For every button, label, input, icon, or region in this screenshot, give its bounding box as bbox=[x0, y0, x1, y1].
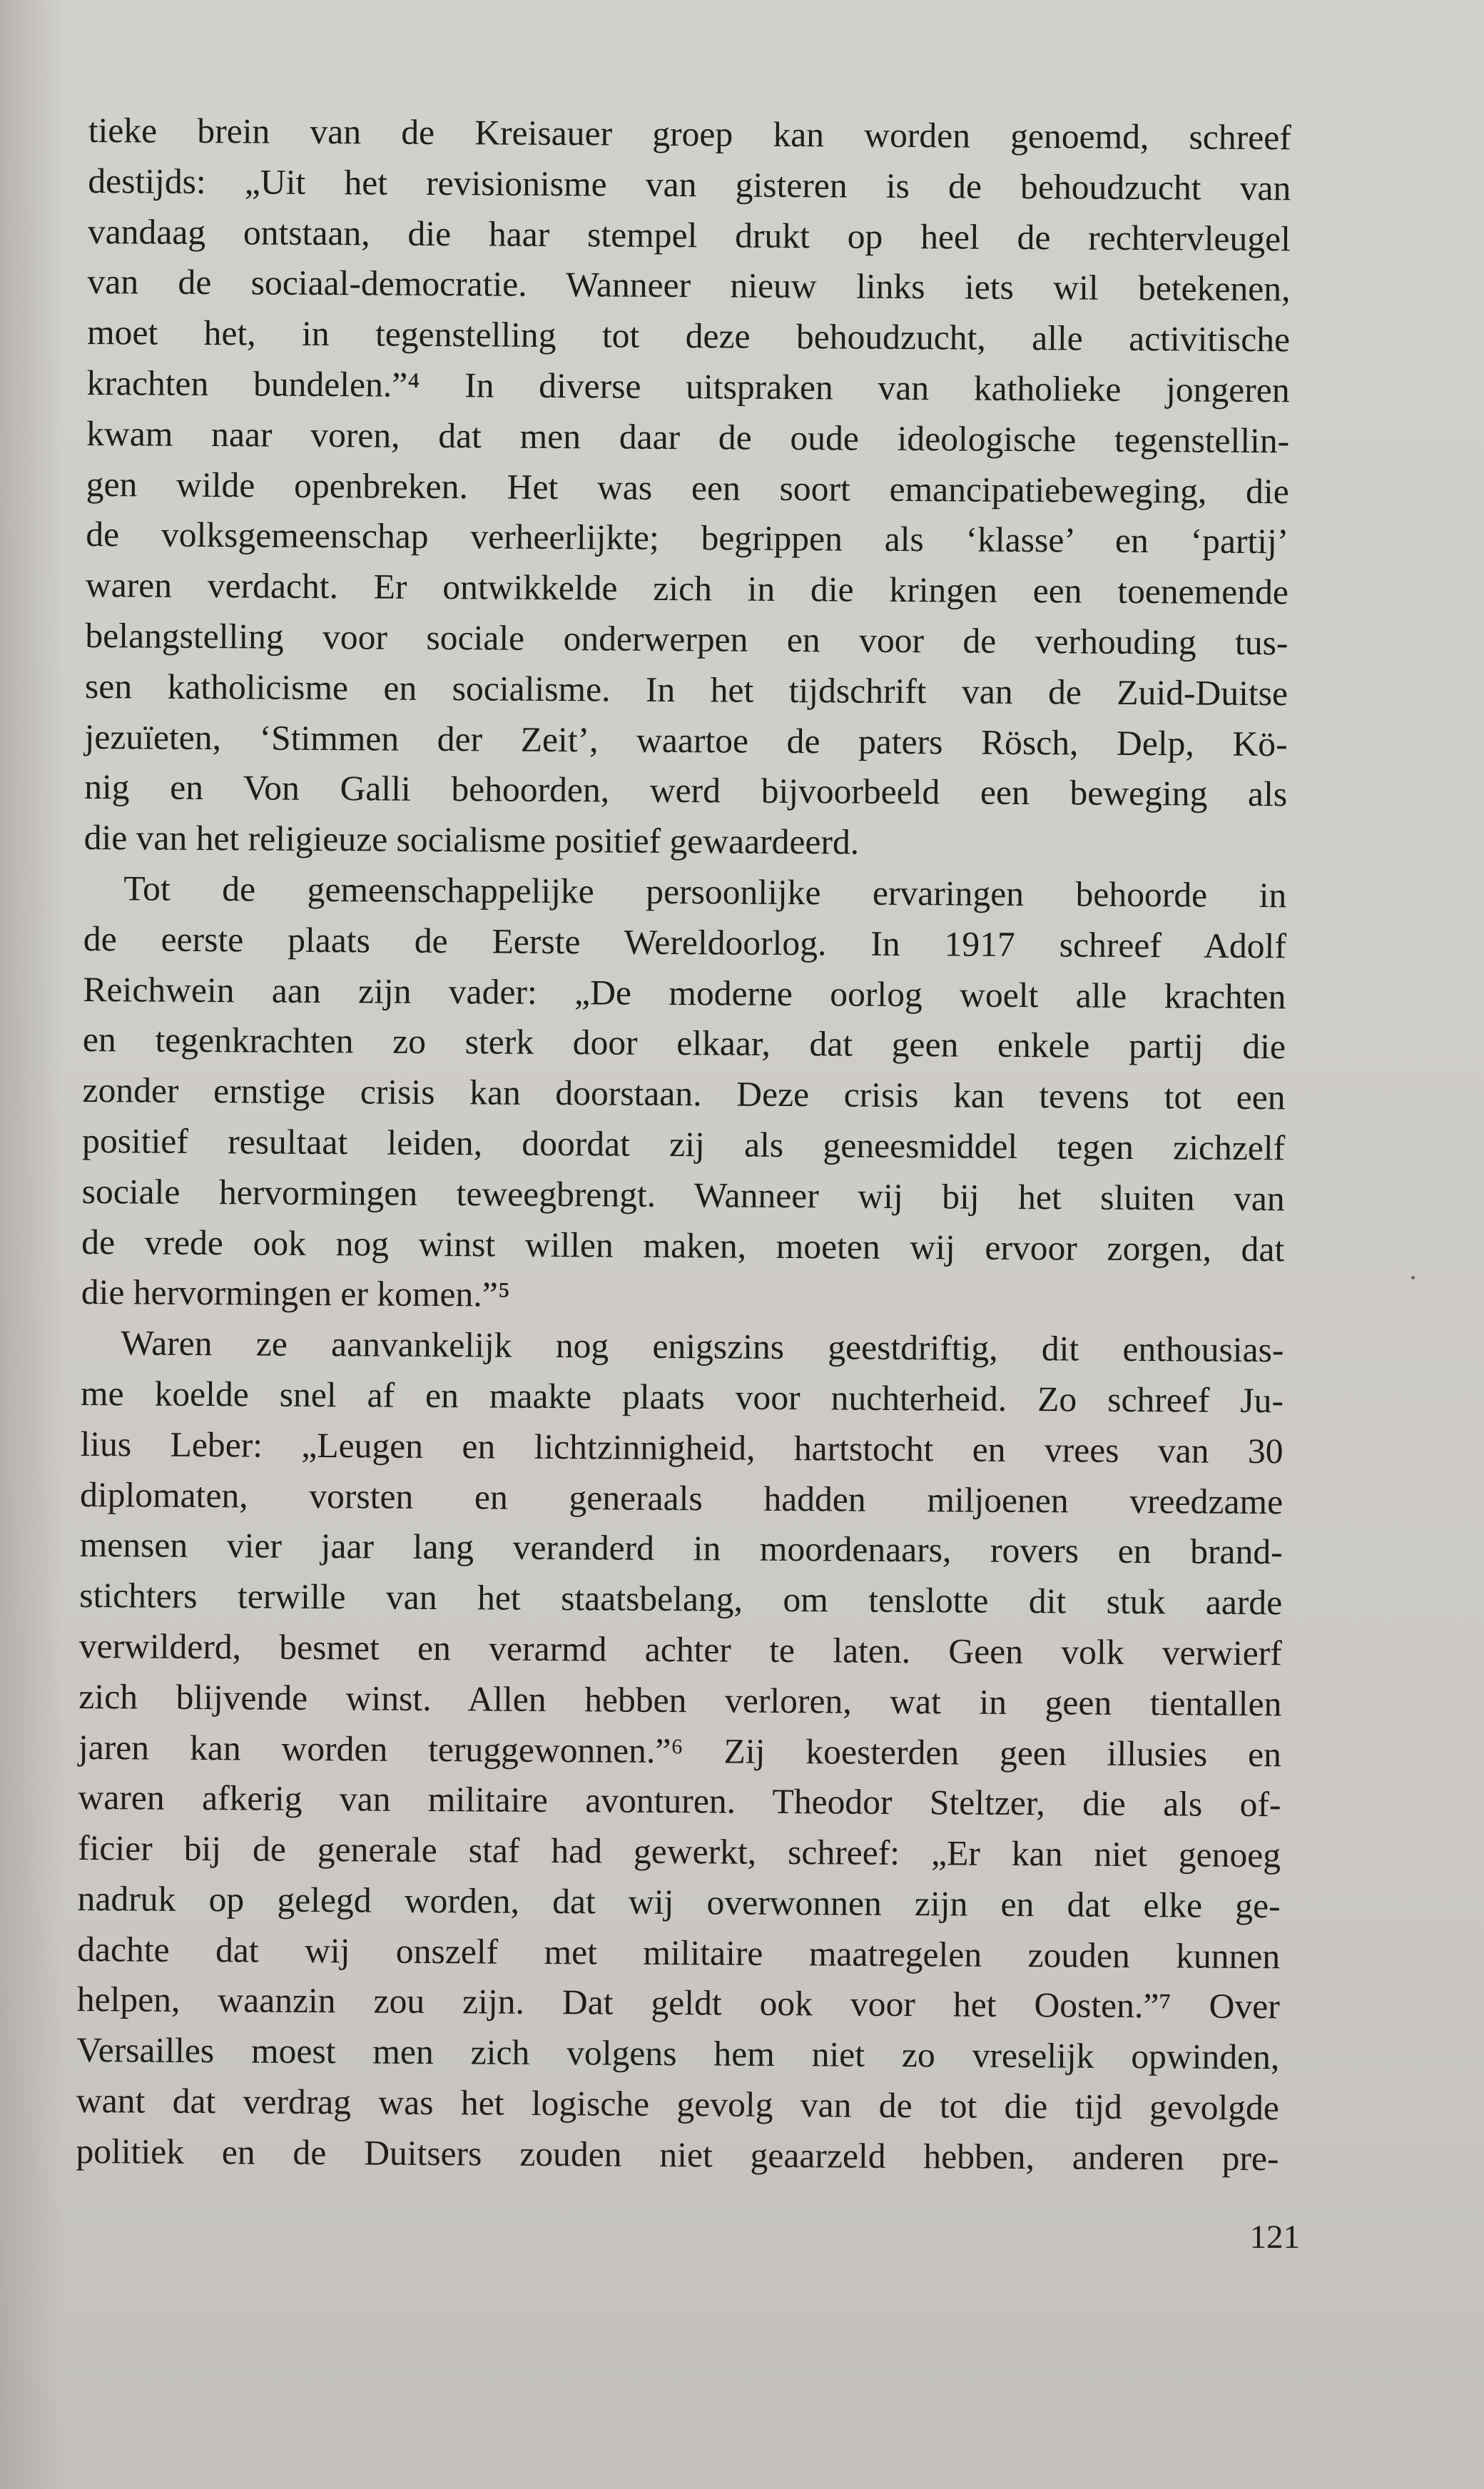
text-line: lius Leber: „Leugen en lichtzinnigheid, hartstocht en vrees van 30 bbox=[80, 1424, 1284, 1471]
text-line: die hervormingen er komen.”⁵ bbox=[81, 1272, 511, 1314]
page-number: 121 bbox=[1249, 2219, 1300, 2256]
text-line: ficier bij de generale staf had gewerkt, schreef: „Er kan niet genoeg bbox=[77, 1828, 1281, 1875]
text-line: nig en Von Galli behoorden, werd bijvoorbeeld een beweging als bbox=[83, 767, 1288, 814]
text-line: mensen vier jaar lang veranderd in moordenaars, rovers en brand- bbox=[79, 1525, 1283, 1572]
paragraph bbox=[84, 106, 1291, 871]
text-line: destijds: „Uit het revisionisme van gisteren is de behoudzucht van bbox=[88, 161, 1291, 208]
text-line: waren afkerig van militaire avonturen. Theodor Steltzer, die als of- bbox=[78, 1778, 1281, 1825]
text-line: Reichwein aan zijn vader: „De moderne oorlog woelt alle krachten bbox=[83, 969, 1286, 1016]
text-line: positief resultaat leiden, doordat zij als geneesmiddel tegen zichzelf bbox=[81, 1120, 1286, 1168]
text-line: sociale hervormingen teweegbrengt. Wanneer wij bij het sluiten van bbox=[81, 1171, 1285, 1219]
text-line: en tegenkrachten zo sterk door elkaar, dat geen enkele partij die bbox=[82, 1020, 1286, 1067]
text-line: dachte dat wij onszelf met militaire maatregelen zouden kunnen bbox=[77, 1929, 1281, 1976]
text-line: sen katholicisme en socialisme. In het tijdschrift van de Zuid-Duitse bbox=[84, 666, 1289, 714]
text-line: verwilderd, besmet en verarmd achter te laten. Geen volk verwierf bbox=[78, 1626, 1282, 1673]
text-line: krachten bundelen.”⁴ In diverse uitspraken van katholieke jongeren bbox=[86, 363, 1290, 410]
text-line: belangstelling voor sociale onderwerpen en voor de verhouding tus- bbox=[85, 615, 1289, 663]
text-line: helpen, waanzin zou zijn. Dat geldt ook voor het Oosten.”⁷ Over bbox=[76, 1979, 1280, 2027]
text-line: van de sociaal-democratie. Wanneer nieuw links iets wil betekenen, bbox=[87, 262, 1291, 309]
paragraph bbox=[81, 863, 1287, 1325]
text-line: moet het, in tegenstelling tot deze behoudzucht, alle activitische bbox=[86, 313, 1291, 360]
text-line: zonder ernstige crisis kan doorstaan. Deze crisis kan tevens tot een bbox=[82, 1070, 1286, 1117]
paragraph bbox=[76, 1318, 1284, 2184]
text-line: diplomaten, vorsten en generaals hadden miljoenen vreedzame bbox=[79, 1474, 1284, 1521]
text-line: de vrede ook nog winst willen maken, moeten wij ervoor zorgen, dat bbox=[81, 1222, 1285, 1269]
text-line: waren verdacht. Er ontwikkelde zich in die kringen een toenemende bbox=[85, 565, 1289, 612]
body-text bbox=[76, 106, 1291, 2184]
text-line: de eerste plaats de Eerste Wereldoorlog. In 1917 schreef Adolf bbox=[83, 918, 1287, 966]
text-line: vandaag ontstaan, die haar stempel drukt op heel de rechtervleugel bbox=[87, 211, 1291, 258]
text-line: kwam naar voren, dat men daar de oude ideologische tegenstellin- bbox=[86, 413, 1290, 461]
paper-speck bbox=[1411, 1276, 1415, 1279]
text-line: de volksgemeenschap verheerlijkte; begrippen als ‘klasse’ en ‘partij’ bbox=[86, 514, 1289, 562]
text-line: Tot de gemeenschappelijke persoonlijke ervaringen behoorde in bbox=[123, 868, 1287, 916]
text-line: die van het religieuze socialisme positief gewaardeerd. bbox=[83, 818, 860, 862]
text-line: gen wilde openbreken. Het was een soort emancipatiebeweging, die bbox=[86, 464, 1289, 511]
text-line: politiek en de Duitsers zouden niet geaarzeld hebben, anderen pre- bbox=[76, 2131, 1279, 2179]
text-line: stichters terwille van het staatsbelang, om tenslotte dit stuk aarde bbox=[79, 1576, 1283, 1623]
text-line: nadruk op gelegd worden, dat wij overwonnen zijn en dat elke ge- bbox=[77, 1878, 1281, 1926]
text-line: jaren kan worden teruggewonnen.”⁶ Zij koesterden geen illusies en bbox=[78, 1727, 1282, 1774]
text-line: Waren ze aanvankelijk nog enigszins geestdriftig, dit enthousias- bbox=[121, 1323, 1284, 1370]
text-line: me koelde snel af en maakte plaats voor nuchterheid. Zo schreef Ju- bbox=[80, 1373, 1284, 1421]
text-line: Versailles moest men zich volgens hem niet zo vreselijk opwinden, bbox=[76, 2030, 1280, 2077]
text-line: want dat verdrag was het logische gevolg van de tot die tijd gevolgde bbox=[76, 2081, 1280, 2128]
text-line: jezuïeten, ‘Stimmen der Zeit’, waartoe de paters Rösch, Delp, Kö- bbox=[84, 716, 1288, 764]
text-line: tieke brein van de Kreisauer groep kan worden genoemd, schreef bbox=[88, 110, 1291, 158]
text-line: zich blijvende winst. Allen hebben verloren, wat in geen tientallen bbox=[78, 1676, 1282, 1723]
page-shadow bbox=[0, 0, 64, 2489]
